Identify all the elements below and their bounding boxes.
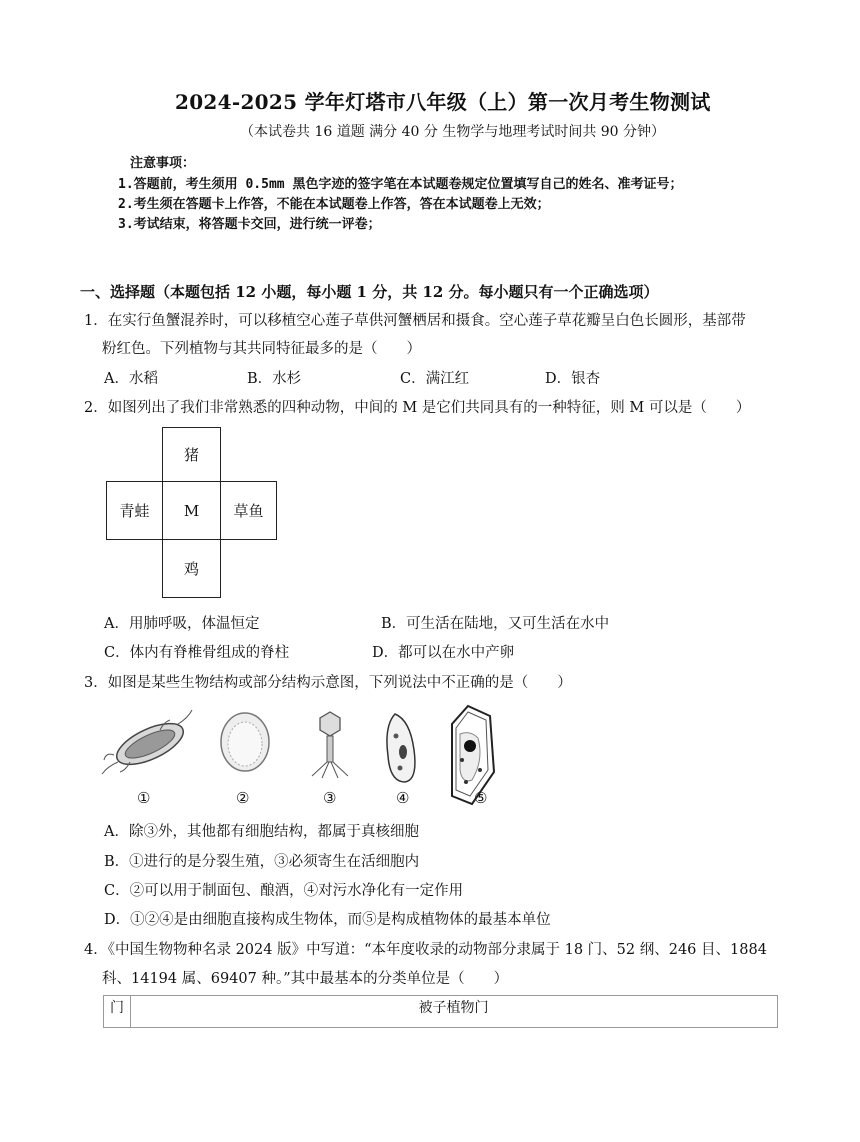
q1-option-a: A．水稻	[104, 371, 158, 387]
notice-item-2: 2.考生须在答题卡上作答，不能在本试题卷上作答，答在本试题卷上无效；	[118, 197, 550, 212]
grid-cell-left: 青蛙	[106, 481, 163, 540]
notice-heading: 注意事项：	[130, 156, 196, 171]
section-heading: 一、选择题（本题包括 12 小题，每小题 1 分，共 12 分。每小题只有一个正确选项）	[80, 283, 659, 301]
question-4-line-2: 科、14194 属、69407 种。”其中最基本的分类单位是（ ）	[102, 971, 509, 987]
q1-option-c: C．满江红	[400, 371, 470, 387]
yeast-figure	[221, 713, 269, 771]
figure-label-2: ②	[236, 789, 250, 807]
q1-option-b: B．水杉	[247, 371, 302, 387]
figure-label-3: ③	[323, 789, 337, 807]
figure-label-5: ⑤	[474, 789, 488, 807]
notice-item-1: 1.答题前，考生须用 0.5mm 黑色字迹的签字笔在本试题卷规定位置填写自己的姓名、准考证号；	[118, 177, 683, 192]
question-2-stem: 2．如图列出了我们非常熟悉的四种动物，中间的 M 是它们共同具有的一种特征，则 M 可以是（ ）	[84, 400, 751, 416]
grid-cell-bottom: 鸡	[162, 539, 221, 598]
plant-cell-figure	[452, 706, 494, 804]
q3-option-a: A．除③外，其他都有细胞结构，都属于真核细胞	[104, 824, 419, 840]
organism-figures	[100, 700, 520, 810]
exam-title: 2024-2025 学年灯塔市八年级（上）第一次月考生物测试	[175, 90, 711, 114]
exam-subtitle: （本试卷共 16 道题 满分 40 分 生物学与地理考试时间共 90 分钟）	[240, 124, 666, 140]
grid-cell-center: M	[162, 481, 221, 540]
table-cell-taxon: 被子植物门	[418, 1000, 489, 1016]
q2-option-c: C．体内有脊椎骨组成的脊柱	[104, 645, 290, 661]
q2-option-a: A．用肺呼吸，体温恒定	[104, 616, 260, 632]
q3-option-b: B．①进行的是分裂生殖，③必须寄生在活细胞内	[104, 854, 420, 870]
notice-item-3: 3.考试结束，将答题卡交回，进行统一评卷；	[118, 217, 381, 232]
q3-option-c: C．②可以用于制面包、酿酒，④对污水净化有一定作用	[104, 883, 464, 899]
question-1-line-2: 粉红色。下列植物与其共同特征最多的是（ ）	[102, 341, 421, 357]
q1-option-d: D．银杏	[545, 371, 601, 387]
figure-label-4: ④	[396, 789, 410, 807]
question-1-line-1: 1．在实行鱼蟹混养时，可以移植空心莲子草供河蟹栖居和摄食。空心莲子草花瓣呈白色长圆形，基部带	[84, 313, 746, 329]
q3-option-d: D．①②④是由细胞直接构成生物体，而⑤是构成植物体的最基本单位	[104, 912, 551, 928]
grid-cell-top: 猪	[162, 427, 221, 482]
grid-cell-right: 草鱼	[220, 481, 277, 540]
virus-figure	[312, 712, 348, 778]
q2-option-d: D．都可以在水中产卵	[372, 645, 515, 661]
question-4-line-1: 4．《中国生物物种名录 2024 版》中写道：“本年度收录的动物部分隶属于 18 门、52 纲、246 目、1884	[84, 942, 767, 958]
table-cell-rank: 门	[104, 996, 131, 1027]
figure-label-1: ①	[137, 789, 151, 807]
question-3-stem: 3．如图是某些生物结构或部分结构示意图，下列说法中不正确的是（ ）	[84, 675, 572, 691]
paramecium-figure	[387, 714, 415, 782]
organism-figures-svg	[100, 700, 520, 810]
q2-option-b: B．可生活在陆地，又可生活在水中	[381, 616, 610, 632]
bacterium-figure	[102, 710, 192, 774]
classification-table	[103, 995, 778, 1028]
